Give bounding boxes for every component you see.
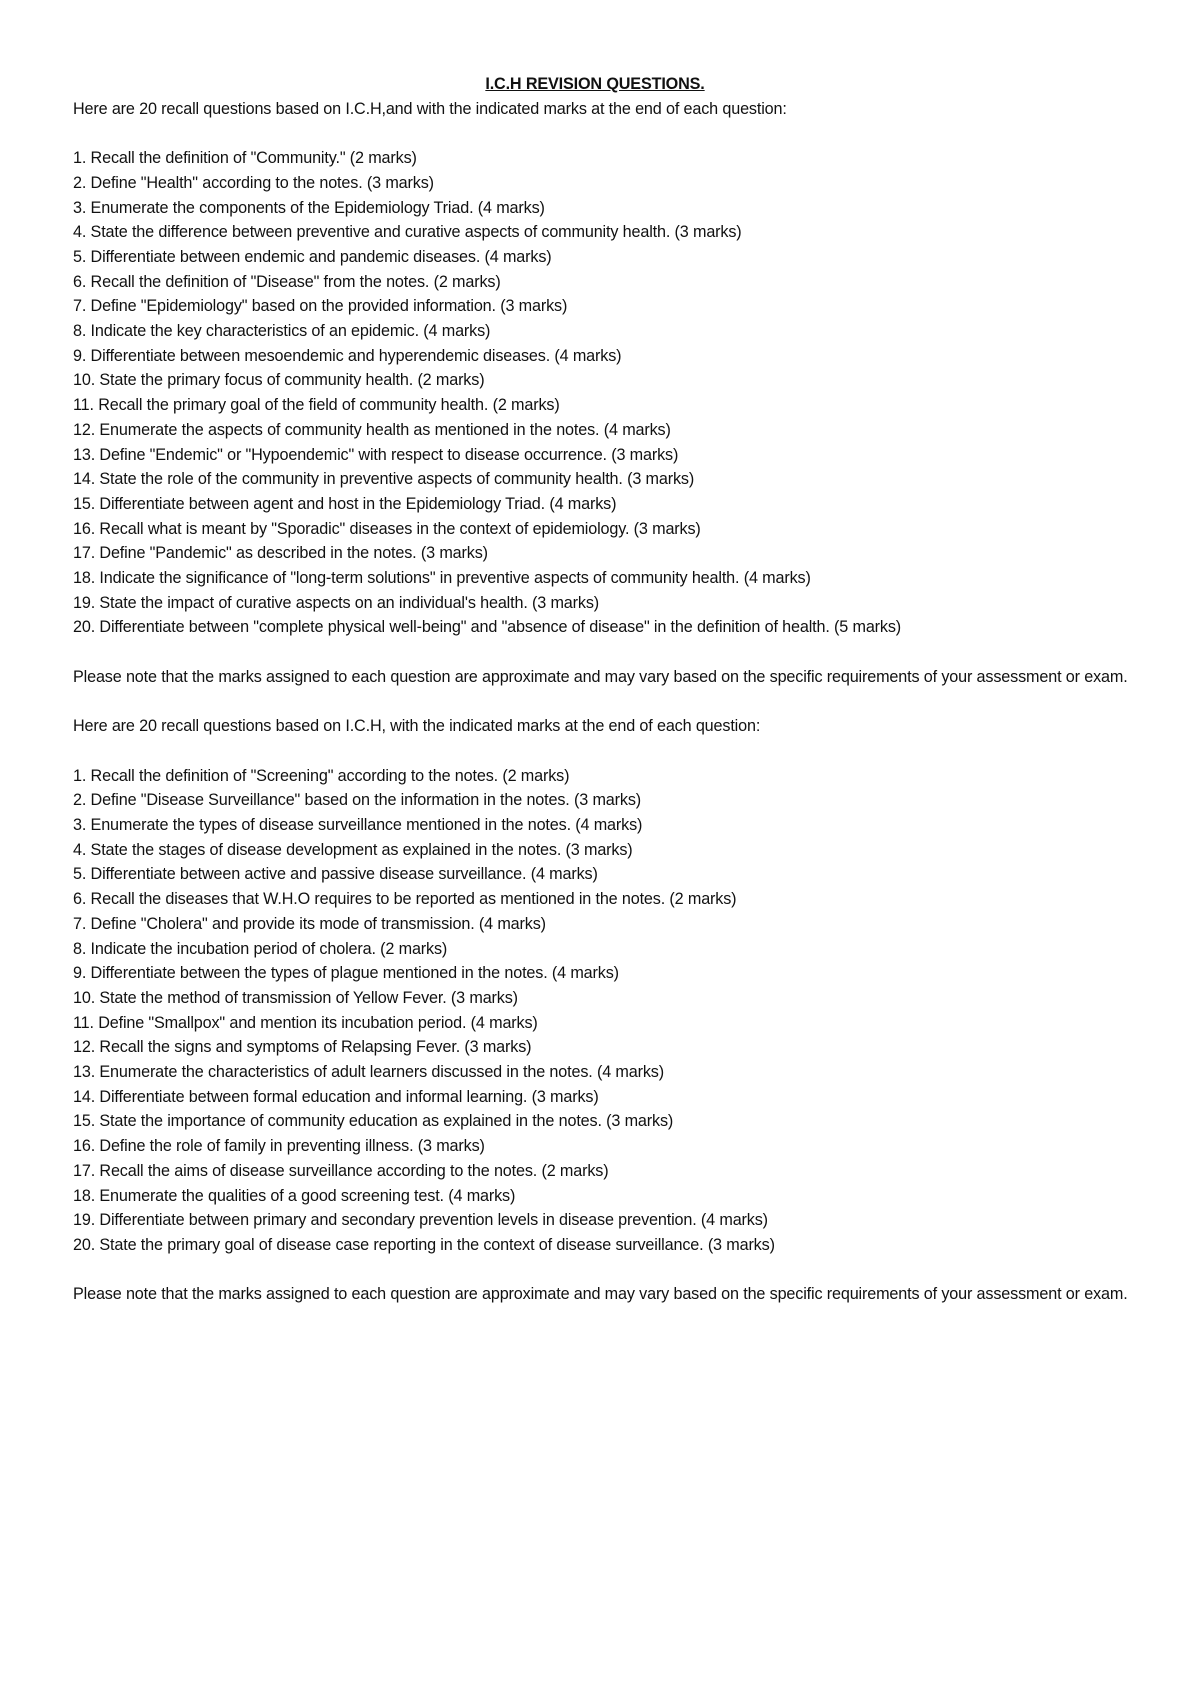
question-item: 11. Recall the primary goal of the field of community health. (2 marks) bbox=[73, 396, 560, 415]
question-item: 19. Differentiate between primary and secondary prevention levels in disease prevention. (4 marks) bbox=[73, 1211, 768, 1230]
section-intro: Here are 20 recall questions based on I.C.H,and with the indicated marks at the end of each question: bbox=[73, 99, 787, 118]
marks-note: Please note that the marks assigned to each question are approximate and may vary based on the specific requirements of your assessment or exam. bbox=[73, 667, 1128, 686]
question-item: 3. Enumerate the types of disease surveillance mentioned in the notes. (4 marks) bbox=[73, 816, 643, 835]
question-item: 4. State the stages of disease development as explained in the notes. (3 marks) bbox=[73, 840, 633, 859]
document-title: I.C.H REVISION QUESTIONS. bbox=[485, 75, 705, 93]
question-item: 17. Define "Pandemic" as described in the notes. (3 marks) bbox=[73, 544, 488, 563]
question-item: 9. Differentiate between the types of plague mentioned in the notes. (4 marks) bbox=[73, 964, 619, 983]
question-item: 1. Recall the definition of "Community." (2 marks) bbox=[73, 149, 417, 168]
question-item: 14. Differentiate between formal education and informal learning. (3 marks) bbox=[73, 1087, 599, 1106]
question-item: 2. Define "Health" according to the notes. (3 marks) bbox=[73, 173, 434, 192]
question-item: 16. Recall what is meant by "Sporadic" diseases in the context of epidemiology. (3 marks) bbox=[73, 519, 701, 538]
question-item: 15. Differentiate between agent and host in the Epidemiology Triad. (4 marks) bbox=[73, 494, 617, 513]
question-item: 6. Recall the diseases that W.H.O requires to be reported as mentioned in the notes. (2 marks) bbox=[73, 890, 737, 909]
question-item: 7. Define "Epidemiology" based on the provided information. (3 marks) bbox=[73, 297, 568, 316]
question-item: 8. Indicate the key characteristics of an epidemic. (4 marks) bbox=[73, 322, 491, 341]
question-item: 10. State the method of transmission of Yellow Fever. (3 marks) bbox=[73, 988, 518, 1007]
question-item: 15. State the importance of community education as explained in the notes. (3 marks) bbox=[73, 1112, 674, 1131]
question-item: 12. Recall the signs and symptoms of Relapsing Fever. (3 marks) bbox=[73, 1038, 532, 1057]
question-item: 19. State the impact of curative aspects on an individual's health. (3 marks) bbox=[73, 593, 600, 612]
question-item: 2. Define "Disease Surveillance" based on the information in the notes. (3 marks) bbox=[73, 791, 642, 810]
question-item: 5. Differentiate between active and passive disease surveillance. (4 marks) bbox=[73, 865, 598, 884]
question-item: 5. Differentiate between endemic and pandemic diseases. (4 marks) bbox=[73, 247, 552, 266]
question-item: 16. Define the role of family in preventing illness. (3 marks) bbox=[73, 1137, 485, 1156]
question-item: 18. Indicate the significance of "long-term solutions" in preventive aspects of community health. (4 marks) bbox=[73, 569, 811, 588]
question-item: 20. Differentiate between "complete physical well-being" and "absence of disease" in the definition of health. (5 marks) bbox=[73, 618, 902, 637]
question-item: 4. State the difference between preventive and curative aspects of community health. (3 marks) bbox=[73, 223, 742, 242]
question-item: 8. Indicate the incubation period of cholera. (2 marks) bbox=[73, 939, 448, 958]
marks-note: Please note that the marks assigned to each question are approximate and may vary based on the specific requirements of your assessment or exam. bbox=[73, 1285, 1128, 1304]
document-page bbox=[73, 72, 1135, 1307]
question-item: 10. State the primary focus of community health. (2 marks) bbox=[73, 371, 485, 390]
question-item: 12. Enumerate the aspects of community health as mentioned in the notes. (4 marks) bbox=[73, 420, 671, 439]
question-item: 11. Define "Smallpox" and mention its incubation period. (4 marks) bbox=[73, 1013, 538, 1032]
question-item: 9. Differentiate between mesoendemic and hyperendemic diseases. (4 marks) bbox=[73, 346, 622, 365]
question-item: 13. Enumerate the characteristics of adult learners discussed in the notes. (4 marks) bbox=[73, 1063, 664, 1082]
question-section-2 bbox=[73, 714, 1135, 1307]
question-item: 7. Define "Cholera" and provide its mode of transmission. (4 marks) bbox=[73, 914, 546, 933]
question-list bbox=[73, 764, 1135, 1258]
question-item: 13. Define "Endemic" or "Hypoendemic" with respect to disease occurrence. (3 marks) bbox=[73, 445, 679, 464]
question-list bbox=[73, 146, 1135, 640]
question-item: 3. Enumerate the components of the Epidemiology Triad. (4 marks) bbox=[73, 198, 545, 217]
question-item: 17. Recall the aims of disease surveillance according to the notes. (2 marks) bbox=[73, 1161, 609, 1180]
question-section-1 bbox=[73, 97, 1135, 715]
question-item: 20. State the primary goal of disease case reporting in the context of disease surveillance. (3 marks) bbox=[73, 1235, 775, 1254]
question-item: 14. State the role of the community in preventive aspects of community health. (3 marks) bbox=[73, 470, 695, 489]
section-intro: Here are 20 recall questions based on I.C.H, with the indicated marks at the end of each question: bbox=[73, 717, 761, 736]
question-item: 18. Enumerate the qualities of a good screening test. (4 marks) bbox=[73, 1186, 516, 1205]
question-item: 6. Recall the definition of "Disease" from the notes. (2 marks) bbox=[73, 272, 501, 291]
question-item: 1. Recall the definition of "Screening" according to the notes. (2 marks) bbox=[73, 766, 570, 785]
